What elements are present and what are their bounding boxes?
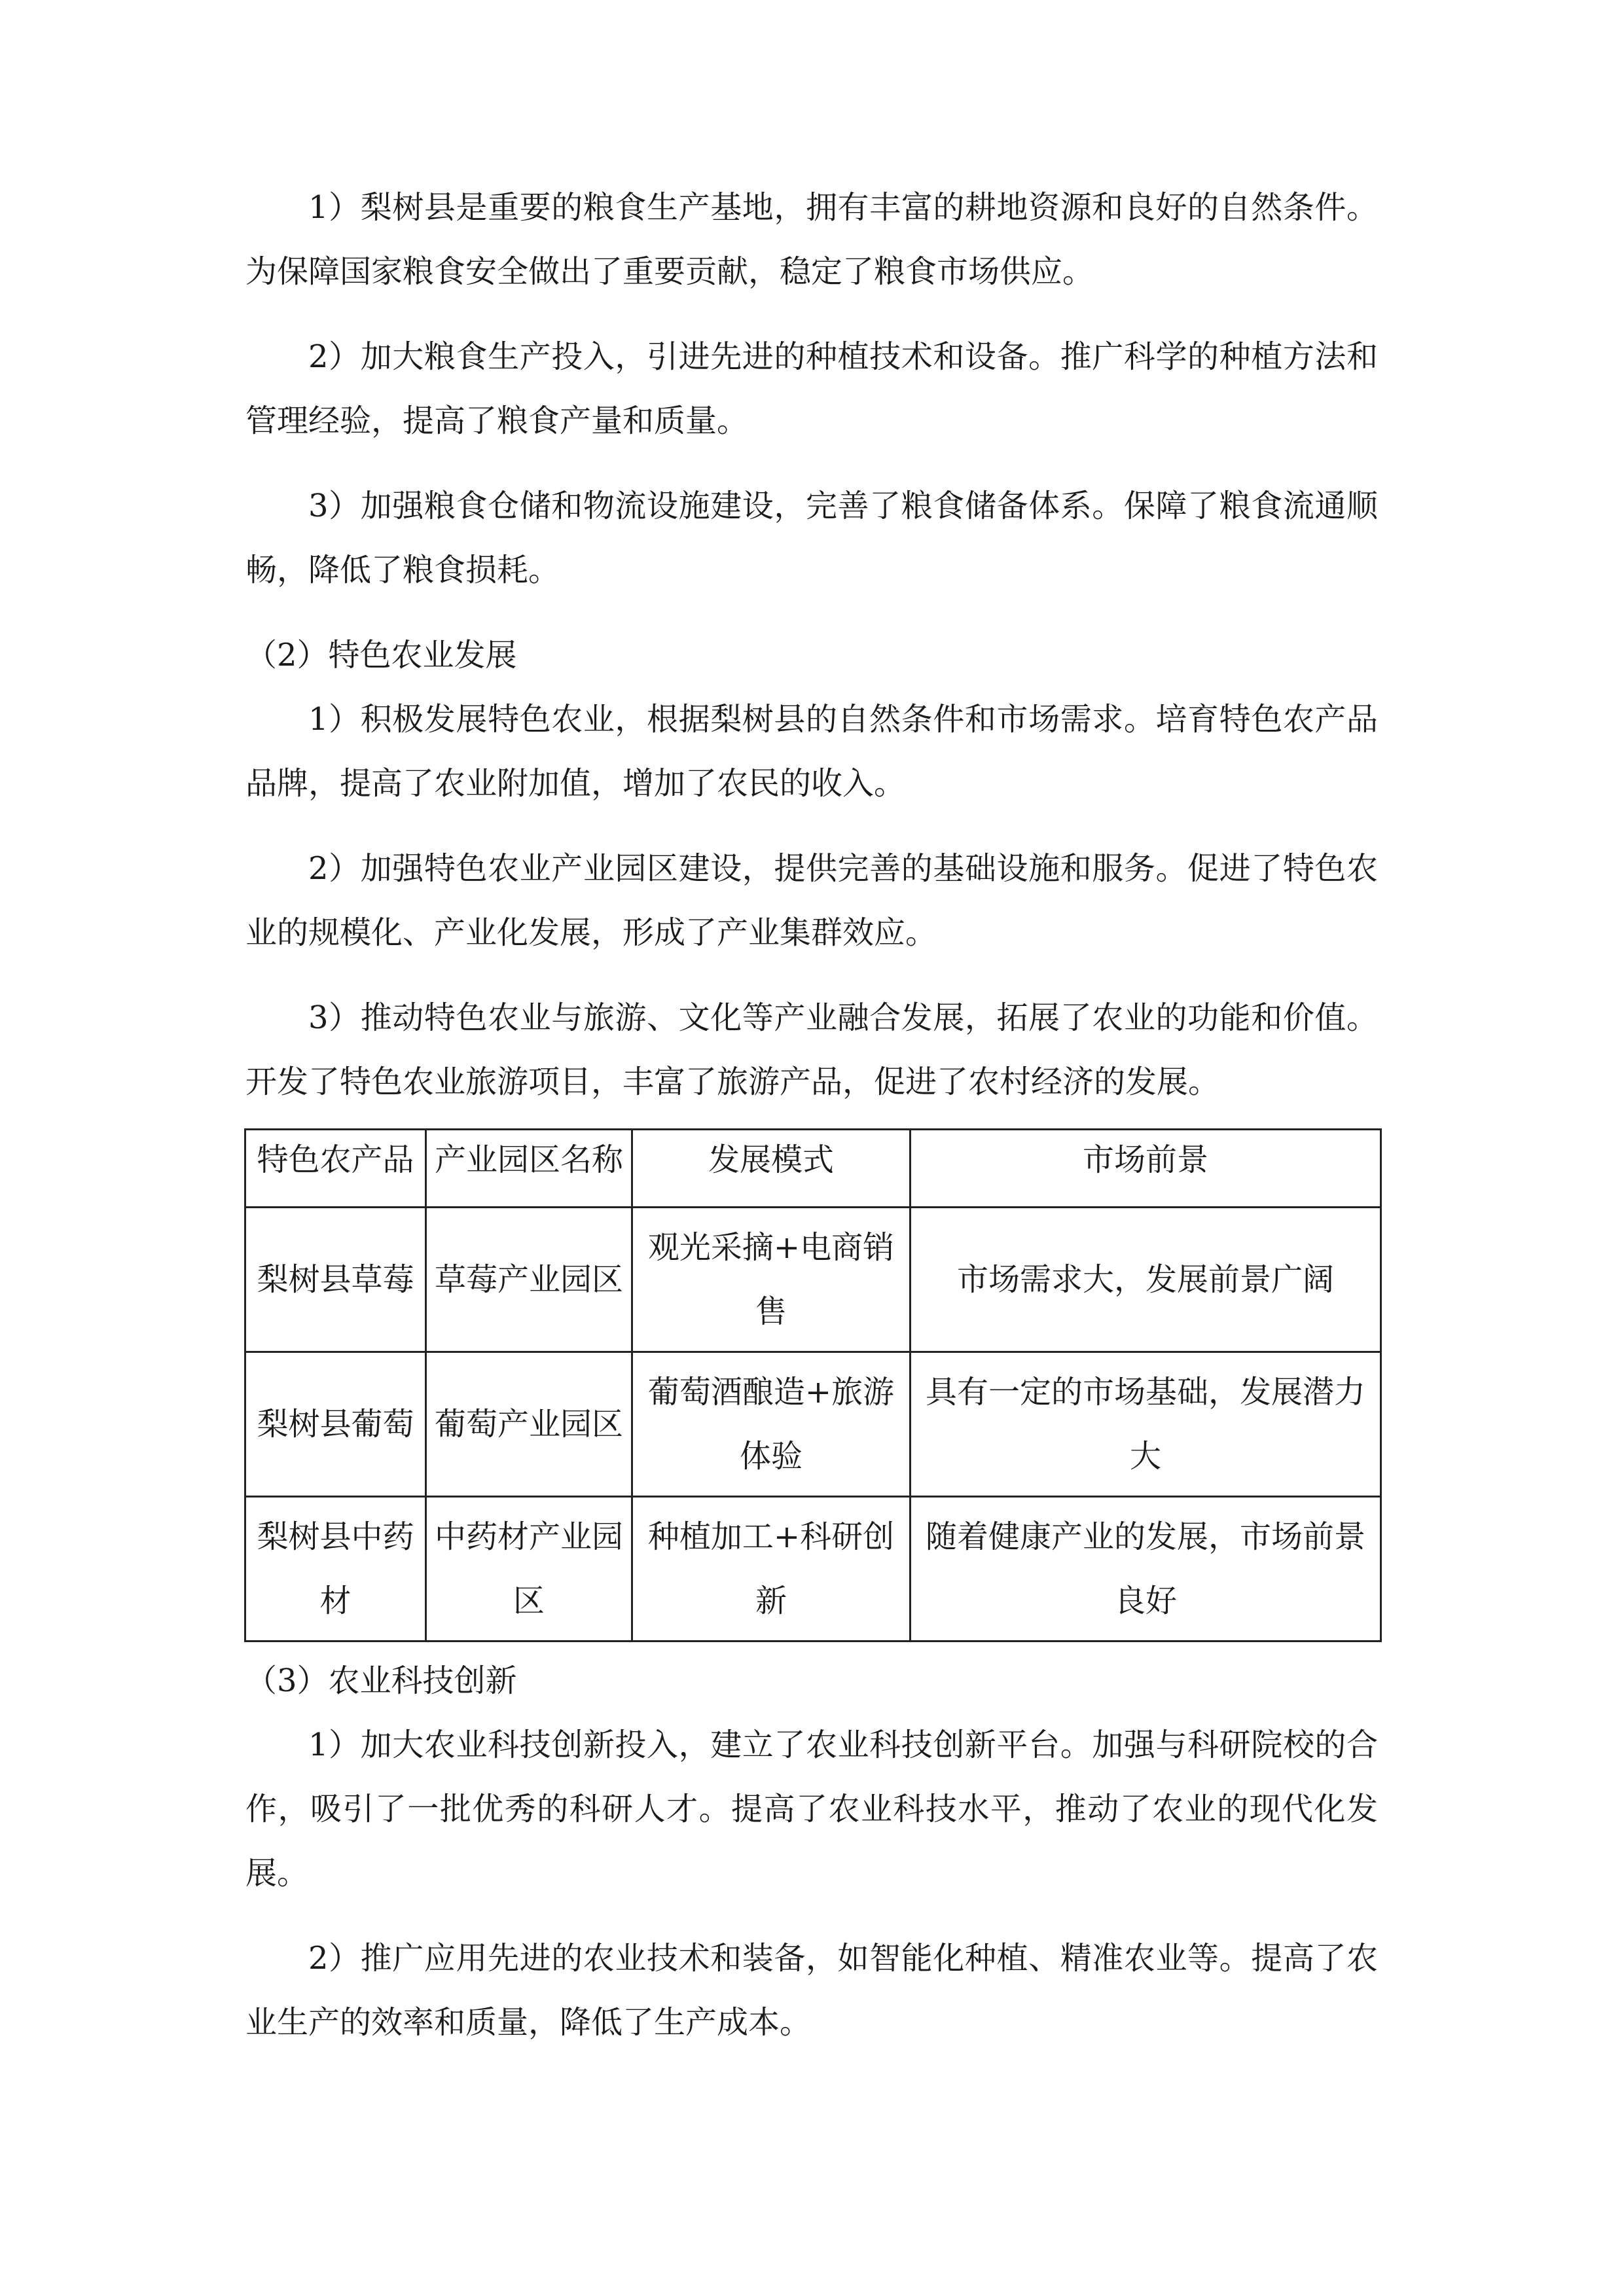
table-cell: 种植加工+科研创新 <box>632 1497 911 1641</box>
section-heading-special-agriculture: （2）特色农业发展 <box>245 637 517 673</box>
table-header-row <box>245 1130 1381 1208</box>
table-header-cell: 市场前景 <box>911 1130 1381 1208</box>
document-body <box>245 175 1378 2075</box>
table-cell: 观光采摘+电商销售 <box>632 1208 911 1352</box>
table-cell: 梨树县中药材 <box>245 1497 426 1641</box>
paragraph: 3）推动特色农业与旅游、文化等产业融合发展，拓展了农业的功能和价值。开发了特色农业旅游项目，丰富了旅游产品，促进了农村经济的发展。 <box>245 999 1378 1100</box>
table-cell: 随着健康产业的发展，市场前景良好 <box>911 1497 1381 1641</box>
table-cell: 草莓产业园区 <box>426 1208 632 1352</box>
table-row <box>245 1497 1381 1641</box>
table-cell: 中药材产业园区 <box>426 1497 632 1641</box>
special-products-table <box>244 1128 1382 1642</box>
table-cell: 梨树县葡萄 <box>245 1352 426 1497</box>
table-cell: 葡萄产业园区 <box>426 1352 632 1497</box>
paragraph: 2）加强特色农业产业园区建设，提供完善的基础设施和服务。促进了特色农业的规模化、产业化发展，形成了产业集群效应。 <box>245 850 1378 951</box>
paragraph: 1）积极发展特色农业，根据梨树县的自然条件和市场需求。培育特色农产品品牌，提高了农业附加值，增加了农民的收入。 <box>245 701 1378 802</box>
section-heading-tech-innovation: （3）农业科技创新 <box>245 1662 517 1699</box>
table-cell: 市场需求大，发展前景广阔 <box>911 1208 1381 1352</box>
paragraph: 1）加大农业科技创新投入，建立了农业科技创新平台。加强与科研院校的合作，吸引了一批优秀的科研人才。提高了农业科技水平，推动了农业的现代化发展。 <box>245 1727 1378 1892</box>
table-header-cell: 特色农产品 <box>245 1130 426 1208</box>
table-header-cell: 发展模式 <box>632 1130 911 1208</box>
table-cell: 具有一定的市场基础，发展潜力大 <box>911 1352 1381 1497</box>
table-header-cell: 产业园区名称 <box>426 1130 632 1208</box>
table-cell: 梨树县草莓 <box>245 1208 426 1352</box>
paragraph: 2）加大粮食生产投入，引进先进的种植技术和设备。推广科学的种植方法和管理经验，提高了粮食产量和质量。 <box>245 338 1378 439</box>
paragraph: 3）加强粮食仓储和物流设施建设，完善了粮食储备体系。保障了粮食流通顺畅，降低了粮食损耗。 <box>245 488 1378 588</box>
paragraph: 1）梨树县是重要的粮食生产基地，拥有丰富的耕地资源和良好的自然条件。为保障国家粮食安全做出了重要贡献，稳定了粮食市场供应。 <box>245 189 1378 290</box>
table-cell: 葡萄酒酿造+旅游体验 <box>632 1352 911 1497</box>
paragraph: 2）推广应用先进的农业技术和装备，如智能化种植、精准农业等。提高了农业生产的效率和质量，降低了生产成本。 <box>245 1940 1378 2041</box>
table-row <box>245 1352 1381 1497</box>
table-row <box>245 1208 1381 1352</box>
